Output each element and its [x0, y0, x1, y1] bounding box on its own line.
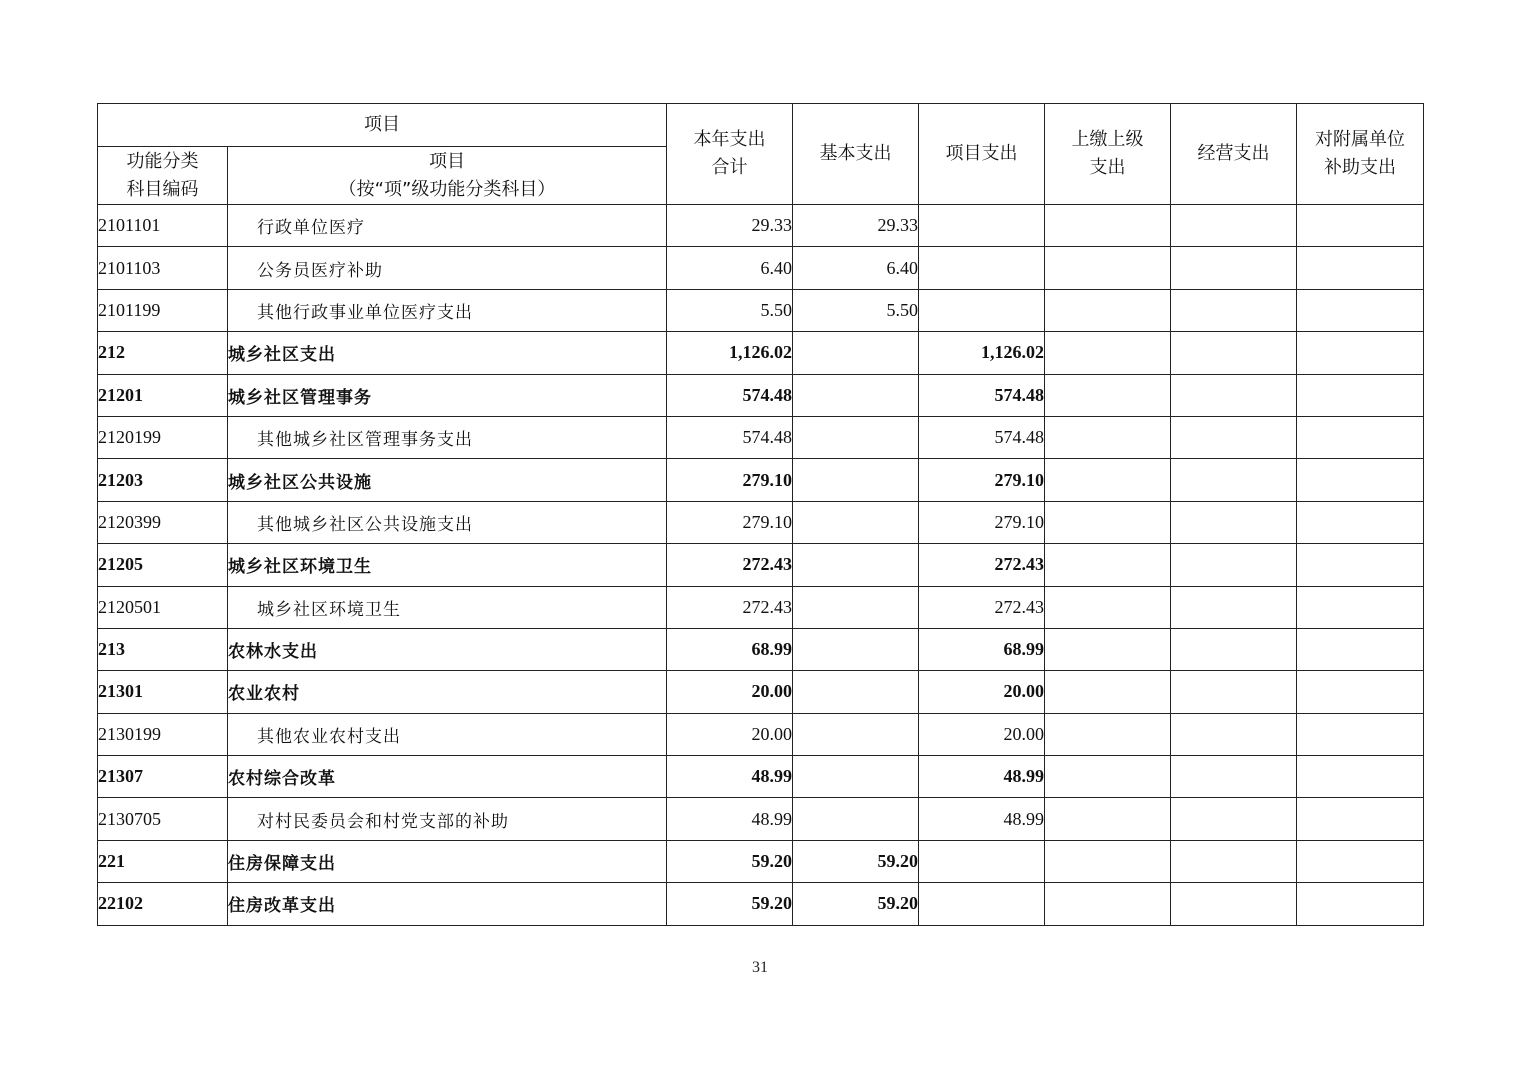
cell-total: 59.20 [667, 840, 793, 882]
cell-project: 48.99 [919, 756, 1045, 798]
cell-basic [793, 713, 919, 755]
cell-basic [793, 332, 919, 374]
cell-basic [793, 459, 919, 501]
cell-code: 2130705 [98, 798, 228, 840]
cell-name: 城乡社区环境卫生 [228, 544, 667, 586]
cell-business [1171, 374, 1297, 416]
table-row [98, 586, 1424, 628]
table-row [98, 840, 1424, 882]
header-item-group: 项目 [98, 104, 667, 147]
cell-business [1171, 671, 1297, 713]
cell-subsidy [1297, 289, 1424, 331]
table-row [98, 756, 1424, 798]
header-name [228, 147, 667, 205]
cell-basic: 59.20 [793, 883, 919, 925]
cell-subsidy [1297, 459, 1424, 501]
cell-upper [1045, 289, 1171, 331]
cell-code: 2120199 [98, 416, 228, 458]
header-upper [1045, 104, 1171, 205]
cell-subsidy [1297, 713, 1424, 755]
cell-upper [1045, 501, 1171, 543]
cell-business [1171, 586, 1297, 628]
cell-total: 48.99 [667, 798, 793, 840]
cell-project: 272.43 [919, 586, 1045, 628]
cell-name: 农村综合改革 [228, 756, 667, 798]
cell-project [919, 205, 1045, 247]
cell-subsidy [1297, 205, 1424, 247]
cell-business [1171, 798, 1297, 840]
cell-code: 21201 [98, 374, 228, 416]
header-upper-line2: 支出 [1089, 157, 1126, 178]
cell-subsidy [1297, 671, 1424, 713]
cell-business [1171, 840, 1297, 882]
table-row [98, 289, 1424, 331]
cell-business [1171, 416, 1297, 458]
cell-subsidy [1297, 501, 1424, 543]
cell-code: 212 [98, 332, 228, 374]
cell-code: 21307 [98, 756, 228, 798]
cell-upper [1045, 671, 1171, 713]
cell-upper [1045, 247, 1171, 289]
cell-upper [1045, 883, 1171, 925]
cell-business [1171, 289, 1297, 331]
cell-project [919, 289, 1045, 331]
header-subsidy-line2: 补助支出 [1324, 157, 1396, 178]
cell-total: 6.40 [667, 247, 793, 289]
cell-subsidy [1297, 883, 1424, 925]
cell-code: 2101199 [98, 289, 228, 331]
cell-upper [1045, 459, 1171, 501]
expenditure-table [97, 103, 1424, 926]
cell-subsidy [1297, 756, 1424, 798]
cell-project: 20.00 [919, 713, 1045, 755]
cell-business [1171, 459, 1297, 501]
cell-business [1171, 501, 1297, 543]
cell-total: 59.20 [667, 883, 793, 925]
table-row [98, 416, 1424, 458]
cell-name: 城乡社区支出 [228, 332, 667, 374]
cell-total: 272.43 [667, 586, 793, 628]
cell-upper [1045, 586, 1171, 628]
cell-code: 21203 [98, 459, 228, 501]
cell-subsidy [1297, 332, 1424, 374]
cell-subsidy [1297, 544, 1424, 586]
table-row [98, 459, 1424, 501]
cell-business [1171, 628, 1297, 670]
table-header [98, 104, 1424, 205]
cell-code: 2130199 [98, 713, 228, 755]
cell-business [1171, 205, 1297, 247]
header-total-line1: 本年支出 [693, 129, 766, 150]
cell-project: 1,126.02 [919, 332, 1045, 374]
cell-project [919, 247, 1045, 289]
cell-name: 城乡社区公共设施 [228, 459, 667, 501]
cell-total: 29.33 [667, 205, 793, 247]
cell-total: 272.43 [667, 544, 793, 586]
header-business: 经营支出 [1171, 104, 1297, 205]
cell-basic [793, 416, 919, 458]
cell-basic: 6.40 [793, 247, 919, 289]
cell-total: 20.00 [667, 713, 793, 755]
cell-project: 574.48 [919, 374, 1045, 416]
cell-project [919, 840, 1045, 882]
header-name-line2: （按“项”级功能分类科目） [338, 178, 556, 200]
header-code-line2: 科目编码 [126, 178, 199, 200]
cell-total: 279.10 [667, 501, 793, 543]
cell-total: 48.99 [667, 756, 793, 798]
table-body [98, 205, 1424, 926]
cell-name: 农林水支出 [228, 628, 667, 670]
header-basic: 基本支出 [793, 104, 919, 205]
cell-name: 对村民委员会和村党支部的补助 [228, 798, 667, 840]
header-code [98, 147, 228, 205]
cell-business [1171, 332, 1297, 374]
cell-name: 公务员医疗补助 [228, 247, 667, 289]
table-row [98, 628, 1424, 670]
cell-business [1171, 247, 1297, 289]
cell-project: 48.99 [919, 798, 1045, 840]
cell-upper [1045, 374, 1171, 416]
table-row [98, 374, 1424, 416]
cell-code: 2101101 [98, 205, 228, 247]
cell-total: 5.50 [667, 289, 793, 331]
cell-upper [1045, 756, 1171, 798]
cell-project: 279.10 [919, 459, 1045, 501]
cell-basic [793, 756, 919, 798]
cell-name: 其他城乡社区公共设施支出 [228, 501, 667, 543]
cell-basic [793, 671, 919, 713]
cell-code: 221 [98, 840, 228, 882]
cell-basic [793, 374, 919, 416]
cell-subsidy [1297, 628, 1424, 670]
cell-basic: 59.20 [793, 840, 919, 882]
cell-total: 279.10 [667, 459, 793, 501]
cell-basic [793, 798, 919, 840]
header-subsidy-line1: 对附属单位 [1315, 129, 1405, 150]
table-row [98, 798, 1424, 840]
table-row [98, 205, 1424, 247]
cell-business [1171, 883, 1297, 925]
cell-code: 22102 [98, 883, 228, 925]
cell-code: 21301 [98, 671, 228, 713]
cell-subsidy [1297, 374, 1424, 416]
cell-business [1171, 544, 1297, 586]
cell-total: 1,126.02 [667, 332, 793, 374]
cell-total: 20.00 [667, 671, 793, 713]
page-number: 31 [752, 959, 768, 976]
cell-project: 272.43 [919, 544, 1045, 586]
cell-code: 213 [98, 628, 228, 670]
table-row [98, 501, 1424, 543]
cell-basic [793, 501, 919, 543]
cell-project: 279.10 [919, 501, 1045, 543]
table-row [98, 544, 1424, 586]
header-project: 项目支出 [919, 104, 1045, 205]
table-row [98, 247, 1424, 289]
cell-name: 其他城乡社区管理事务支出 [228, 416, 667, 458]
cell-project: 68.99 [919, 628, 1045, 670]
cell-upper [1045, 544, 1171, 586]
cell-code: 21205 [98, 544, 228, 586]
table-row [98, 713, 1424, 755]
cell-total: 574.48 [667, 374, 793, 416]
cell-name: 住房改革支出 [228, 883, 667, 925]
cell-code: 2120501 [98, 586, 228, 628]
cell-business [1171, 756, 1297, 798]
cell-name: 农业农村 [228, 671, 667, 713]
cell-subsidy [1297, 416, 1424, 458]
header-total-line2: 合计 [711, 157, 748, 178]
cell-basic: 29.33 [793, 205, 919, 247]
cell-basic: 5.50 [793, 289, 919, 331]
cell-subsidy [1297, 586, 1424, 628]
cell-business [1171, 713, 1297, 755]
cell-name: 住房保障支出 [228, 840, 667, 882]
cell-name: 其他农业农村支出 [228, 713, 667, 755]
cell-name: 城乡社区管理事务 [228, 374, 667, 416]
table-row [98, 671, 1424, 713]
table-row [98, 883, 1424, 925]
cell-code: 2101103 [98, 247, 228, 289]
cell-name: 行政单位医疗 [228, 205, 667, 247]
cell-upper [1045, 416, 1171, 458]
cell-total: 68.99 [667, 628, 793, 670]
header-total [667, 104, 793, 205]
cell-subsidy [1297, 840, 1424, 882]
cell-basic [793, 586, 919, 628]
cell-total: 574.48 [667, 416, 793, 458]
cell-basic [793, 628, 919, 670]
cell-upper [1045, 332, 1171, 374]
cell-project: 574.48 [919, 416, 1045, 458]
header-subsidy [1297, 104, 1424, 205]
header-code-line1: 功能分类 [126, 150, 199, 172]
header-upper-line1: 上缴上级 [1071, 129, 1144, 150]
cell-subsidy [1297, 798, 1424, 840]
cell-name: 其他行政事业单位医疗支出 [228, 289, 667, 331]
cell-upper [1045, 713, 1171, 755]
cell-project [919, 883, 1045, 925]
cell-code: 2120399 [98, 501, 228, 543]
cell-project: 20.00 [919, 671, 1045, 713]
cell-subsidy [1297, 247, 1424, 289]
cell-upper [1045, 628, 1171, 670]
cell-upper [1045, 840, 1171, 882]
cell-upper [1045, 205, 1171, 247]
cell-name: 城乡社区环境卫生 [228, 586, 667, 628]
cell-basic [793, 544, 919, 586]
table-row [98, 332, 1424, 374]
cell-upper [1045, 798, 1171, 840]
header-name-line1: 项目 [429, 150, 465, 172]
